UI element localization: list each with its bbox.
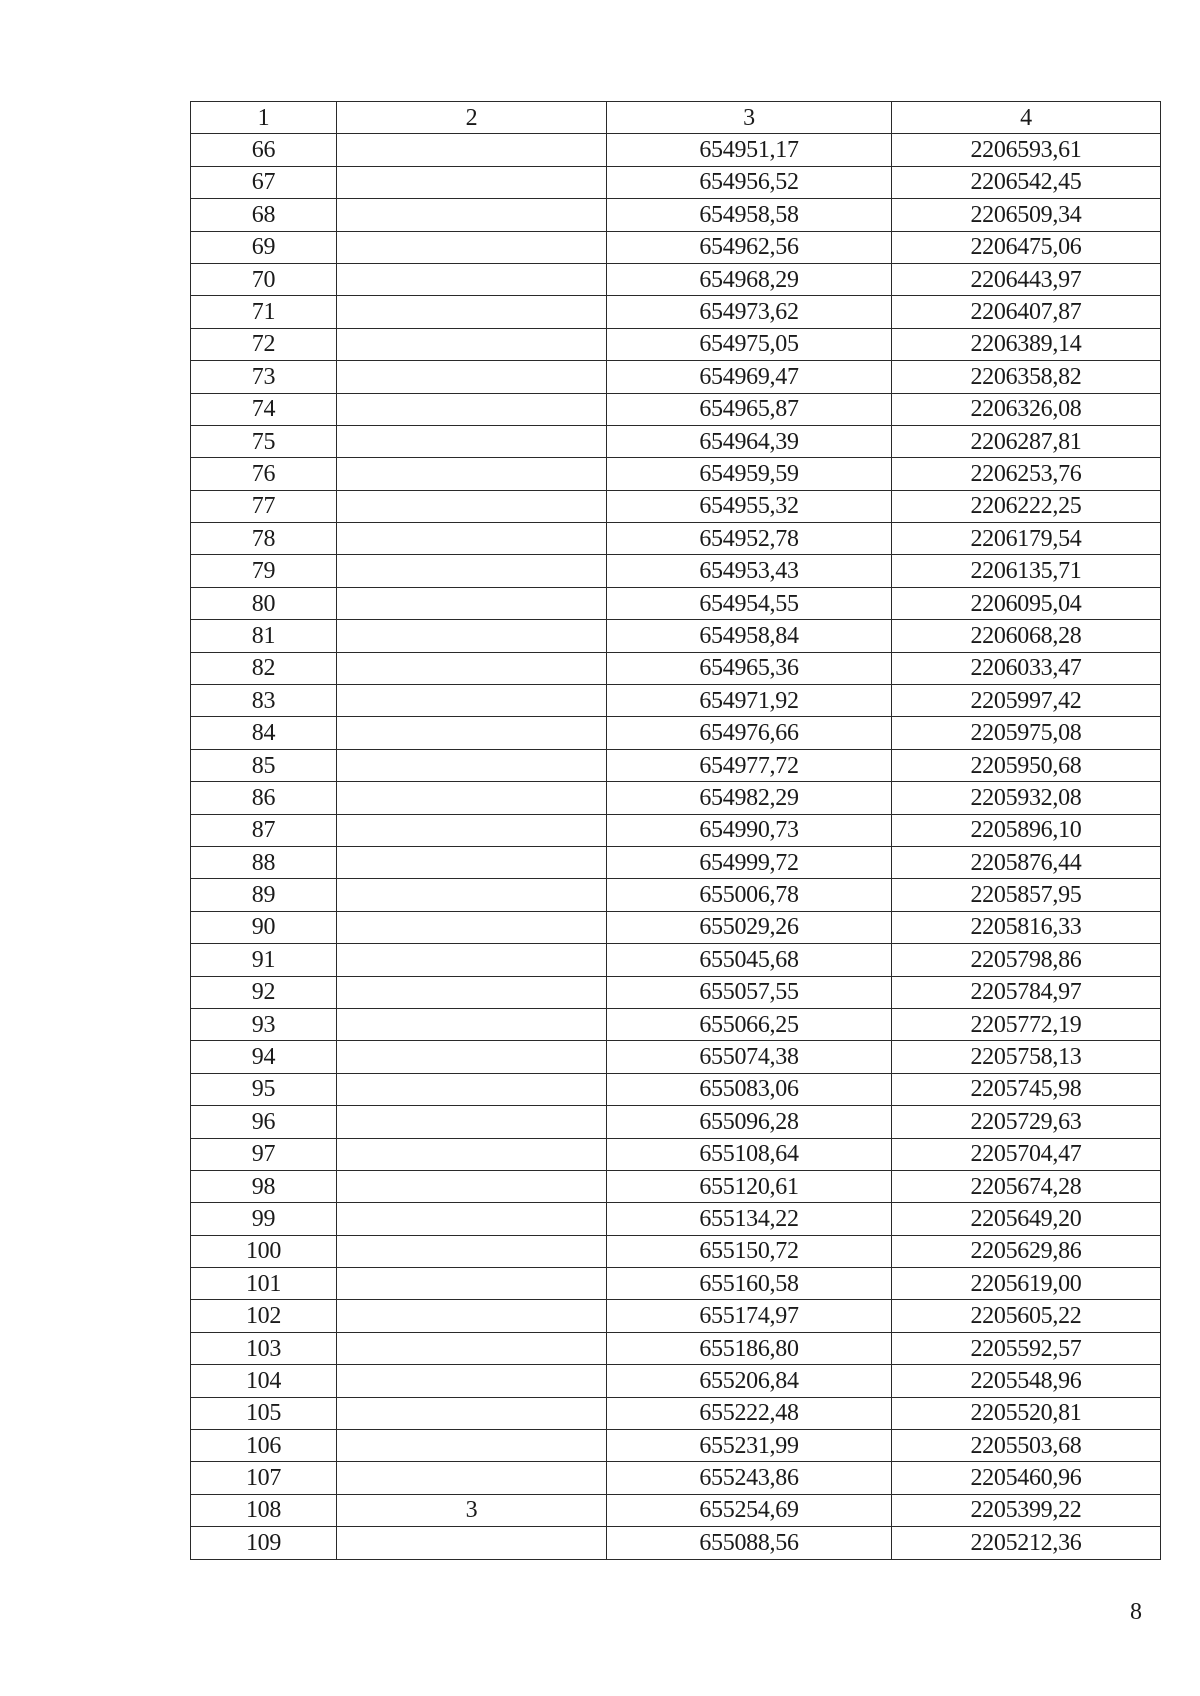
point-group-cell bbox=[337, 328, 607, 360]
coordinate-x-cell: 655120,61 bbox=[607, 1170, 892, 1202]
coordinate-x-cell: 654951,17 bbox=[607, 134, 892, 166]
point-group-cell bbox=[337, 555, 607, 587]
header-cell-4: 4 bbox=[892, 102, 1161, 134]
point-number-cell: 91 bbox=[191, 944, 337, 976]
coordinate-x-cell: 655083,06 bbox=[607, 1073, 892, 1105]
point-group-cell bbox=[337, 944, 607, 976]
coordinate-y-cell: 2206407,87 bbox=[892, 296, 1161, 328]
page-number: 8 bbox=[1130, 1599, 1142, 1625]
table-row bbox=[191, 944, 1161, 976]
coordinate-x-cell: 654958,84 bbox=[607, 620, 892, 652]
table-row bbox=[191, 879, 1161, 911]
coordinate-y-cell: 2206222,25 bbox=[892, 490, 1161, 522]
point-number-cell: 103 bbox=[191, 1332, 337, 1364]
table-row bbox=[191, 1397, 1161, 1429]
point-group-cell bbox=[337, 1332, 607, 1364]
coordinate-y-cell: 2205932,08 bbox=[892, 782, 1161, 814]
point-number-cell: 104 bbox=[191, 1365, 337, 1397]
point-number-cell: 107 bbox=[191, 1462, 337, 1494]
point-number-cell: 105 bbox=[191, 1397, 337, 1429]
table-row bbox=[191, 1008, 1161, 1040]
coordinate-x-cell: 654955,32 bbox=[607, 490, 892, 522]
coordinate-x-cell: 655108,64 bbox=[607, 1138, 892, 1170]
coordinate-y-cell: 2206135,71 bbox=[892, 555, 1161, 587]
coordinate-y-cell: 2206179,54 bbox=[892, 523, 1161, 555]
point-group-cell bbox=[337, 296, 607, 328]
point-group-cell bbox=[337, 1138, 607, 1170]
table-row bbox=[191, 1462, 1161, 1494]
point-number-cell: 84 bbox=[191, 717, 337, 749]
point-group-cell bbox=[337, 814, 607, 846]
point-number-cell: 87 bbox=[191, 814, 337, 846]
point-group-cell bbox=[337, 1203, 607, 1235]
coordinate-y-cell: 2206287,81 bbox=[892, 425, 1161, 457]
table-row bbox=[191, 1494, 1161, 1526]
table-row bbox=[191, 425, 1161, 457]
table-row bbox=[191, 1300, 1161, 1332]
coordinate-x-cell: 655243,86 bbox=[607, 1462, 892, 1494]
point-number-cell: 102 bbox=[191, 1300, 337, 1332]
coordinate-y-cell: 2205674,28 bbox=[892, 1170, 1161, 1202]
point-group-cell bbox=[337, 1041, 607, 1073]
table-row bbox=[191, 361, 1161, 393]
point-group-cell bbox=[337, 458, 607, 490]
coordinate-y-cell: 2205784,97 bbox=[892, 976, 1161, 1008]
coordinate-y-cell: 2206475,06 bbox=[892, 231, 1161, 263]
coordinate-x-cell: 654953,43 bbox=[607, 555, 892, 587]
coordinate-y-cell: 2206509,34 bbox=[892, 199, 1161, 231]
coordinate-x-cell: 654990,73 bbox=[607, 814, 892, 846]
point-group-cell bbox=[337, 1462, 607, 1494]
point-number-cell: 76 bbox=[191, 458, 337, 490]
point-number-cell: 97 bbox=[191, 1138, 337, 1170]
coordinate-x-cell: 655231,99 bbox=[607, 1430, 892, 1462]
coordinate-y-cell: 2206542,45 bbox=[892, 166, 1161, 198]
coordinate-y-cell: 2206326,08 bbox=[892, 393, 1161, 425]
table-header-row bbox=[191, 102, 1161, 134]
table-row bbox=[191, 652, 1161, 684]
table-row bbox=[191, 782, 1161, 814]
point-number-cell: 100 bbox=[191, 1235, 337, 1267]
table-row bbox=[191, 328, 1161, 360]
table-row bbox=[191, 199, 1161, 231]
coordinate-y-cell: 2205896,10 bbox=[892, 814, 1161, 846]
coordinate-y-cell: 2205975,08 bbox=[892, 717, 1161, 749]
point-number-cell: 66 bbox=[191, 134, 337, 166]
coordinate-y-cell: 2205629,86 bbox=[892, 1235, 1161, 1267]
coordinate-y-cell: 2206033,47 bbox=[892, 652, 1161, 684]
point-group-cell bbox=[337, 361, 607, 393]
table-row bbox=[191, 166, 1161, 198]
coordinate-y-cell: 2205619,00 bbox=[892, 1268, 1161, 1300]
table-row bbox=[191, 490, 1161, 522]
point-group-cell bbox=[337, 1397, 607, 1429]
point-number-cell: 92 bbox=[191, 976, 337, 1008]
point-group-cell bbox=[337, 166, 607, 198]
header-cell-3: 3 bbox=[607, 102, 892, 134]
table-row bbox=[191, 587, 1161, 619]
coordinate-x-cell: 654982,29 bbox=[607, 782, 892, 814]
point-number-cell: 89 bbox=[191, 879, 337, 911]
coordinates-table-body bbox=[191, 102, 1161, 1560]
coordinate-y-cell: 2206253,76 bbox=[892, 458, 1161, 490]
coordinate-x-cell: 654973,62 bbox=[607, 296, 892, 328]
table-row bbox=[191, 1268, 1161, 1300]
point-number-cell: 70 bbox=[191, 263, 337, 295]
table-row bbox=[191, 1527, 1161, 1559]
point-group-cell bbox=[337, 1300, 607, 1332]
coordinate-x-cell: 654964,39 bbox=[607, 425, 892, 457]
coordinate-y-cell: 2206389,14 bbox=[892, 328, 1161, 360]
point-group-cell bbox=[337, 620, 607, 652]
point-number-cell: 85 bbox=[191, 749, 337, 781]
point-number-cell: 99 bbox=[191, 1203, 337, 1235]
coordinate-y-cell: 2205997,42 bbox=[892, 685, 1161, 717]
coordinates-table bbox=[190, 101, 1161, 1560]
point-group-cell bbox=[337, 199, 607, 231]
point-group-cell bbox=[337, 911, 607, 943]
coordinate-y-cell: 2206593,61 bbox=[892, 134, 1161, 166]
table-row bbox=[191, 685, 1161, 717]
coordinate-y-cell: 2205857,95 bbox=[892, 879, 1161, 911]
point-number-cell: 88 bbox=[191, 846, 337, 878]
table-row bbox=[191, 1073, 1161, 1105]
point-number-cell: 109 bbox=[191, 1527, 337, 1559]
coordinate-y-cell: 2205548,96 bbox=[892, 1365, 1161, 1397]
coordinate-x-cell: 655174,97 bbox=[607, 1300, 892, 1332]
table-row bbox=[191, 231, 1161, 263]
point-number-cell: 78 bbox=[191, 523, 337, 555]
coordinate-x-cell: 655088,56 bbox=[607, 1527, 892, 1559]
table-row bbox=[191, 1430, 1161, 1462]
coordinate-x-cell: 655160,58 bbox=[607, 1268, 892, 1300]
table-row bbox=[191, 1332, 1161, 1364]
point-group-cell bbox=[337, 846, 607, 878]
point-group-cell bbox=[337, 1170, 607, 1202]
coordinate-x-cell: 655254,69 bbox=[607, 1494, 892, 1526]
point-group-cell bbox=[337, 263, 607, 295]
header-cell-2: 2 bbox=[337, 102, 607, 134]
table-row bbox=[191, 846, 1161, 878]
point-group-cell bbox=[337, 685, 607, 717]
coordinate-x-cell: 655222,48 bbox=[607, 1397, 892, 1429]
point-number-cell: 96 bbox=[191, 1106, 337, 1138]
point-group-cell bbox=[337, 1268, 607, 1300]
coordinate-y-cell: 2205503,68 bbox=[892, 1430, 1161, 1462]
coordinate-x-cell: 654968,29 bbox=[607, 263, 892, 295]
point-group-cell bbox=[337, 425, 607, 457]
coordinate-y-cell: 2205605,22 bbox=[892, 1300, 1161, 1332]
point-number-cell: 86 bbox=[191, 782, 337, 814]
point-group-cell bbox=[337, 749, 607, 781]
coordinate-x-cell: 655134,22 bbox=[607, 1203, 892, 1235]
point-number-cell: 81 bbox=[191, 620, 337, 652]
point-number-cell: 67 bbox=[191, 166, 337, 198]
point-number-cell: 73 bbox=[191, 361, 337, 393]
table-row bbox=[191, 1235, 1161, 1267]
coordinate-y-cell: 2205816,33 bbox=[892, 911, 1161, 943]
coordinate-y-cell: 2206358,82 bbox=[892, 361, 1161, 393]
table-row bbox=[191, 134, 1161, 166]
point-group-cell bbox=[337, 393, 607, 425]
coordinate-x-cell: 654958,58 bbox=[607, 199, 892, 231]
point-number-cell: 94 bbox=[191, 1041, 337, 1073]
coordinate-y-cell: 2205460,96 bbox=[892, 1462, 1161, 1494]
coordinate-y-cell: 2205745,98 bbox=[892, 1073, 1161, 1105]
coordinate-y-cell: 2206068,28 bbox=[892, 620, 1161, 652]
coordinate-y-cell: 2205876,44 bbox=[892, 846, 1161, 878]
coordinate-x-cell: 654977,72 bbox=[607, 749, 892, 781]
coordinate-x-cell: 654976,66 bbox=[607, 717, 892, 749]
coordinate-x-cell: 655186,80 bbox=[607, 1332, 892, 1364]
point-number-cell: 79 bbox=[191, 555, 337, 587]
point-number-cell: 77 bbox=[191, 490, 337, 522]
point-number-cell: 90 bbox=[191, 911, 337, 943]
coordinate-x-cell: 655066,25 bbox=[607, 1008, 892, 1040]
point-group-cell bbox=[337, 976, 607, 1008]
coordinate-x-cell: 654959,59 bbox=[607, 458, 892, 490]
point-number-cell: 83 bbox=[191, 685, 337, 717]
coordinate-y-cell: 2205592,57 bbox=[892, 1332, 1161, 1364]
coordinate-x-cell: 654962,56 bbox=[607, 231, 892, 263]
point-group-cell bbox=[337, 1430, 607, 1462]
coordinate-x-cell: 655096,28 bbox=[607, 1106, 892, 1138]
point-number-cell: 108 bbox=[191, 1494, 337, 1526]
coordinate-y-cell: 2205520,81 bbox=[892, 1397, 1161, 1429]
coordinate-x-cell: 654971,92 bbox=[607, 685, 892, 717]
point-group-cell bbox=[337, 1073, 607, 1105]
point-number-cell: 93 bbox=[191, 1008, 337, 1040]
table-row bbox=[191, 1106, 1161, 1138]
table-row bbox=[191, 976, 1161, 1008]
point-number-cell: 74 bbox=[191, 393, 337, 425]
point-number-cell: 68 bbox=[191, 199, 337, 231]
point-number-cell: 106 bbox=[191, 1430, 337, 1462]
coordinate-y-cell: 2205649,20 bbox=[892, 1203, 1161, 1235]
coordinate-y-cell: 2206443,97 bbox=[892, 263, 1161, 295]
table-row bbox=[191, 717, 1161, 749]
coordinate-y-cell: 2205772,19 bbox=[892, 1008, 1161, 1040]
point-group-cell bbox=[337, 879, 607, 911]
point-number-cell: 98 bbox=[191, 1170, 337, 1202]
table-row bbox=[191, 620, 1161, 652]
point-number-cell: 75 bbox=[191, 425, 337, 457]
table-row bbox=[191, 393, 1161, 425]
point-number-cell: 69 bbox=[191, 231, 337, 263]
point-group-cell bbox=[337, 231, 607, 263]
coordinate-y-cell: 2205399,22 bbox=[892, 1494, 1161, 1526]
coordinate-x-cell: 655150,72 bbox=[607, 1235, 892, 1267]
point-group-cell bbox=[337, 652, 607, 684]
point-number-cell: 95 bbox=[191, 1073, 337, 1105]
coordinate-x-cell: 654956,52 bbox=[607, 166, 892, 198]
table-row bbox=[191, 814, 1161, 846]
point-group-cell bbox=[337, 587, 607, 619]
point-number-cell: 72 bbox=[191, 328, 337, 360]
table-row bbox=[191, 1170, 1161, 1202]
coordinate-x-cell: 654969,47 bbox=[607, 361, 892, 393]
coordinate-x-cell: 654975,05 bbox=[607, 328, 892, 360]
coordinate-x-cell: 654952,78 bbox=[607, 523, 892, 555]
table-row bbox=[191, 749, 1161, 781]
coordinate-x-cell: 654965,36 bbox=[607, 652, 892, 684]
coordinate-x-cell: 655006,78 bbox=[607, 879, 892, 911]
table-row bbox=[191, 1203, 1161, 1235]
table-row bbox=[191, 296, 1161, 328]
coordinate-y-cell: 2206095,04 bbox=[892, 587, 1161, 619]
point-number-cell: 71 bbox=[191, 296, 337, 328]
point-group-cell bbox=[337, 523, 607, 555]
point-group-cell bbox=[337, 1365, 607, 1397]
coordinate-x-cell: 654965,87 bbox=[607, 393, 892, 425]
coordinate-y-cell: 2205212,36 bbox=[892, 1527, 1161, 1559]
point-group-cell bbox=[337, 1106, 607, 1138]
point-number-cell: 101 bbox=[191, 1268, 337, 1300]
coordinate-y-cell: 2205758,13 bbox=[892, 1041, 1161, 1073]
point-group-cell bbox=[337, 490, 607, 522]
table-row bbox=[191, 263, 1161, 295]
point-group-cell bbox=[337, 1235, 607, 1267]
point-group-cell bbox=[337, 1527, 607, 1559]
point-number-cell: 82 bbox=[191, 652, 337, 684]
coordinate-x-cell: 655045,68 bbox=[607, 944, 892, 976]
table-row bbox=[191, 458, 1161, 490]
table-row bbox=[191, 1041, 1161, 1073]
coordinate-x-cell: 655206,84 bbox=[607, 1365, 892, 1397]
coordinate-y-cell: 2205704,47 bbox=[892, 1138, 1161, 1170]
coordinate-y-cell: 2205798,86 bbox=[892, 944, 1161, 976]
header-cell-1: 1 bbox=[191, 102, 337, 134]
point-group-cell bbox=[337, 782, 607, 814]
table-row bbox=[191, 911, 1161, 943]
point-group-cell bbox=[337, 717, 607, 749]
table-row bbox=[191, 1138, 1161, 1170]
point-group-cell: 3 bbox=[337, 1494, 607, 1526]
coordinate-y-cell: 2205950,68 bbox=[892, 749, 1161, 781]
coordinate-x-cell: 654999,72 bbox=[607, 846, 892, 878]
point-group-cell bbox=[337, 1008, 607, 1040]
table-row bbox=[191, 1365, 1161, 1397]
coordinate-y-cell: 2205729,63 bbox=[892, 1106, 1161, 1138]
coordinate-x-cell: 655057,55 bbox=[607, 976, 892, 1008]
coordinate-x-cell: 654954,55 bbox=[607, 587, 892, 619]
point-number-cell: 80 bbox=[191, 587, 337, 619]
table-row bbox=[191, 523, 1161, 555]
point-group-cell bbox=[337, 134, 607, 166]
coordinate-x-cell: 655029,26 bbox=[607, 911, 892, 943]
table-row bbox=[191, 555, 1161, 587]
coordinate-x-cell: 655074,38 bbox=[607, 1041, 892, 1073]
